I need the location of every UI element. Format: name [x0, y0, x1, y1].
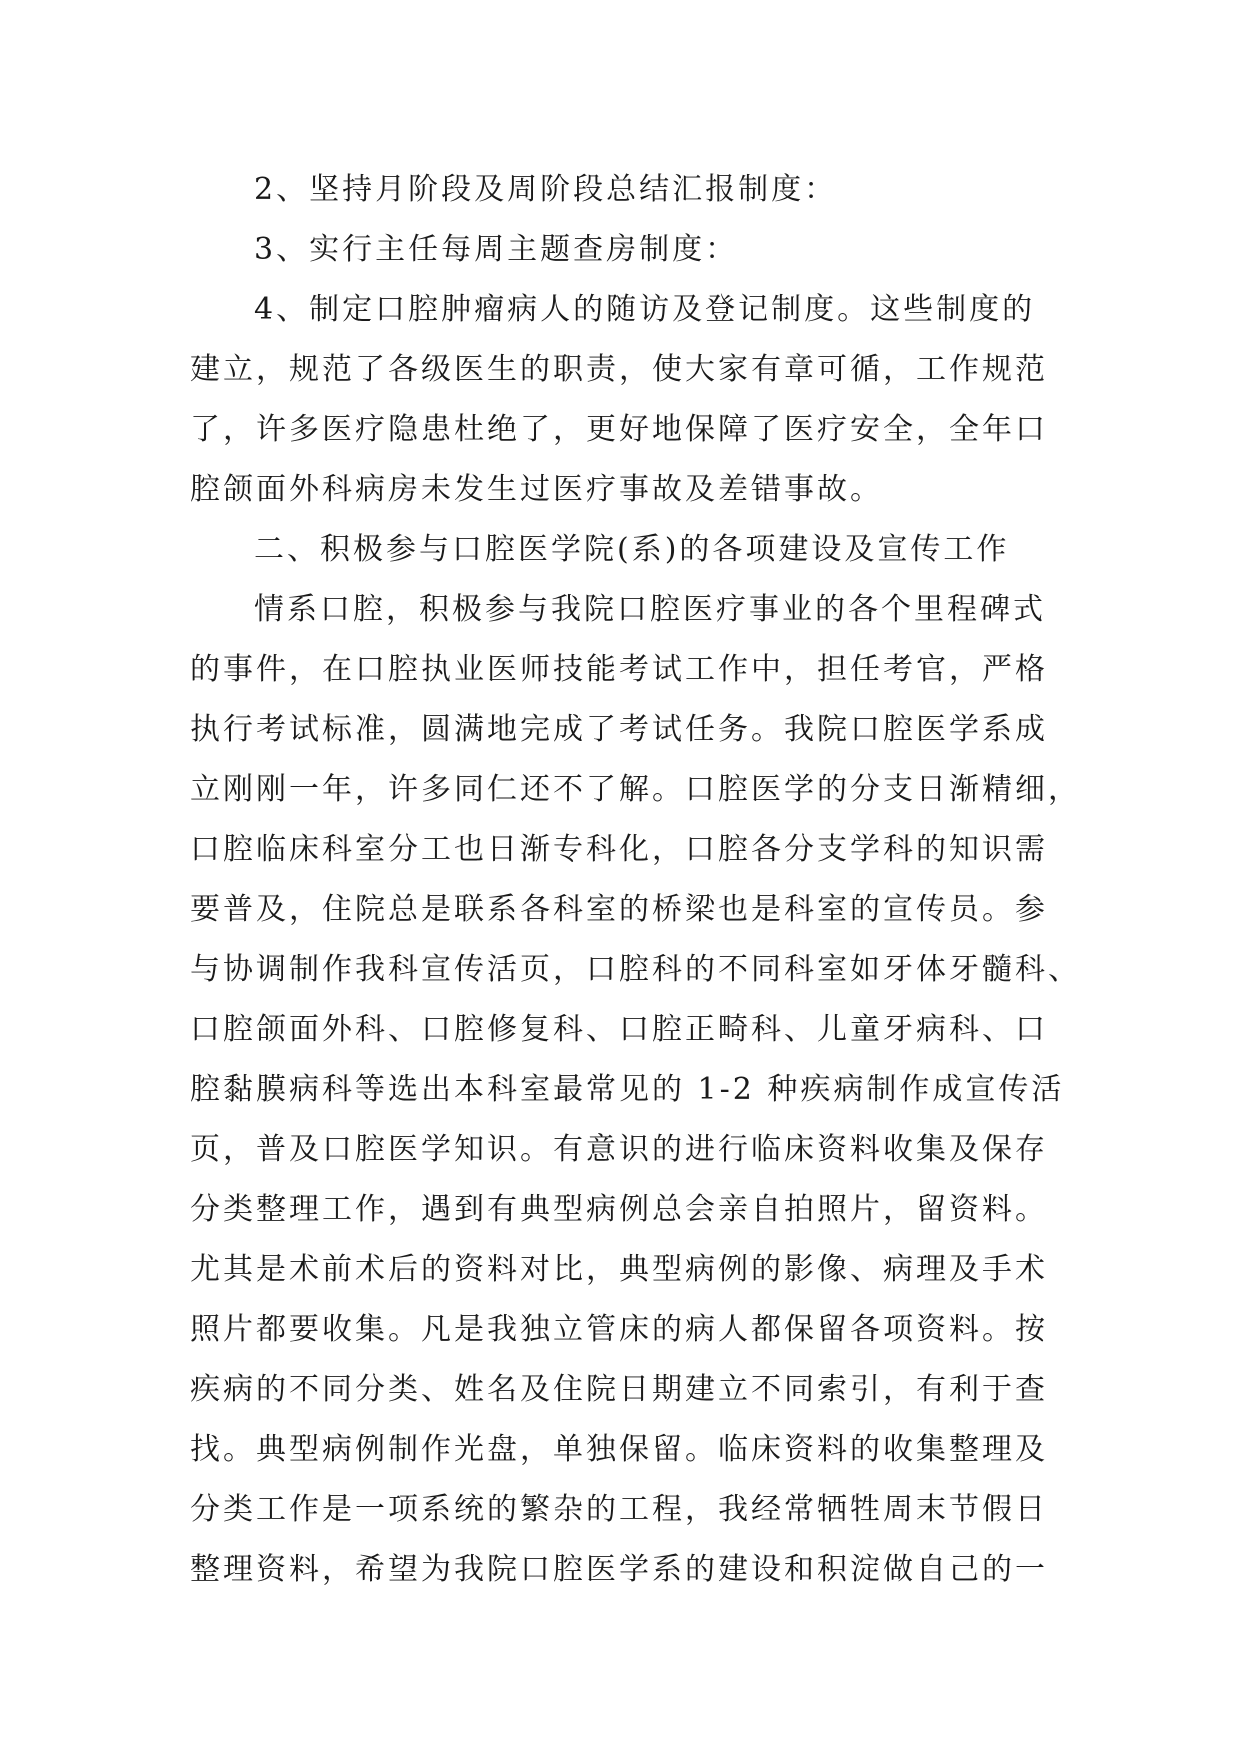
section-heading: 二、积极参与口腔医学院(系)的各项建设及宣传工作 [254, 532, 1010, 567]
paragraph-line: 腔黏膜病科等选出本科室最常见的 1-2 种疾病制作成宣传活 [190, 1072, 1065, 1107]
paragraph-line: 找。典型病例制作光盘，单独保留。临床资料的收集整理及 [190, 1432, 1048, 1467]
paragraph-line: 建立，规范了各级医生的职责，使大家有章可循，工作规范 [190, 352, 1048, 387]
paragraph-line: 要普及，住院总是联系各科室的桥梁也是科室的宣传员。参 [190, 892, 1048, 927]
document-body [190, 160, 1081, 1600]
paragraph-line: 情系口腔，积极参与我院口腔医疗事业的各个里程碑式 [254, 592, 1046, 627]
paragraph-line: 与协调制作我科宣传活页，口腔科的不同科室如牙体牙髓科、 [190, 952, 1081, 987]
list-item-4: 4、制定口腔肿瘤病人的随访及登记制度。这些制度的 [254, 292, 1036, 327]
list-item-3: 3、实行主任每周主题查房制度： [254, 232, 739, 267]
paragraph-line: 了，许多医疗隐患杜绝了，更好地保障了医疗安全，全年口 [190, 412, 1048, 447]
paragraph-line: 分类整理工作，遇到有典型病例总会亲自拍照片，留资料。 [190, 1192, 1048, 1227]
paragraph-line: 口腔临床科室分工也日渐专科化，口腔各分支学科的知识需 [190, 832, 1048, 867]
paragraph-line: 照片都要收集。凡是我独立管床的病人都保留各项资料。按 [190, 1312, 1048, 1347]
paragraph-line: 立刚刚一年，许多同仁还不了解。口腔医学的分支日渐精细， [190, 772, 1081, 807]
paragraph-line: 尤其是术前术后的资料对比，典型病例的影像、病理及手术 [190, 1252, 1048, 1287]
paragraph-line: 疾病的不同分类、姓名及住院日期建立不同索引，有利于查 [190, 1372, 1048, 1407]
paragraph-line: 口腔颌面外科、口腔修复科、口腔正畸科、儿童牙病科、口 [190, 1012, 1048, 1047]
paragraph-line: 的事件，在口腔执业医师技能考试工作中，担任考官，严格 [190, 652, 1048, 687]
paragraph-line: 页，普及口腔医学知识。有意识的进行临床资料收集及保存 [190, 1132, 1048, 1167]
paragraph-line: 执行考试标准，圆满地完成了考试任务。我院口腔医学系成 [190, 712, 1048, 747]
paragraph-line: 分类工作是一项系统的繁杂的工程，我经常牺牲周末节假日 [190, 1492, 1048, 1527]
paragraph-line: 整理资料，希望为我院口腔医学系的建设和积淀做自己的一 [190, 1552, 1048, 1587]
list-item-2: 2、坚持月阶段及周阶段总结汇报制度： [254, 172, 838, 207]
paragraph-line: 腔颌面外科病房未发生过医疗事故及差错事故。 [190, 472, 883, 507]
